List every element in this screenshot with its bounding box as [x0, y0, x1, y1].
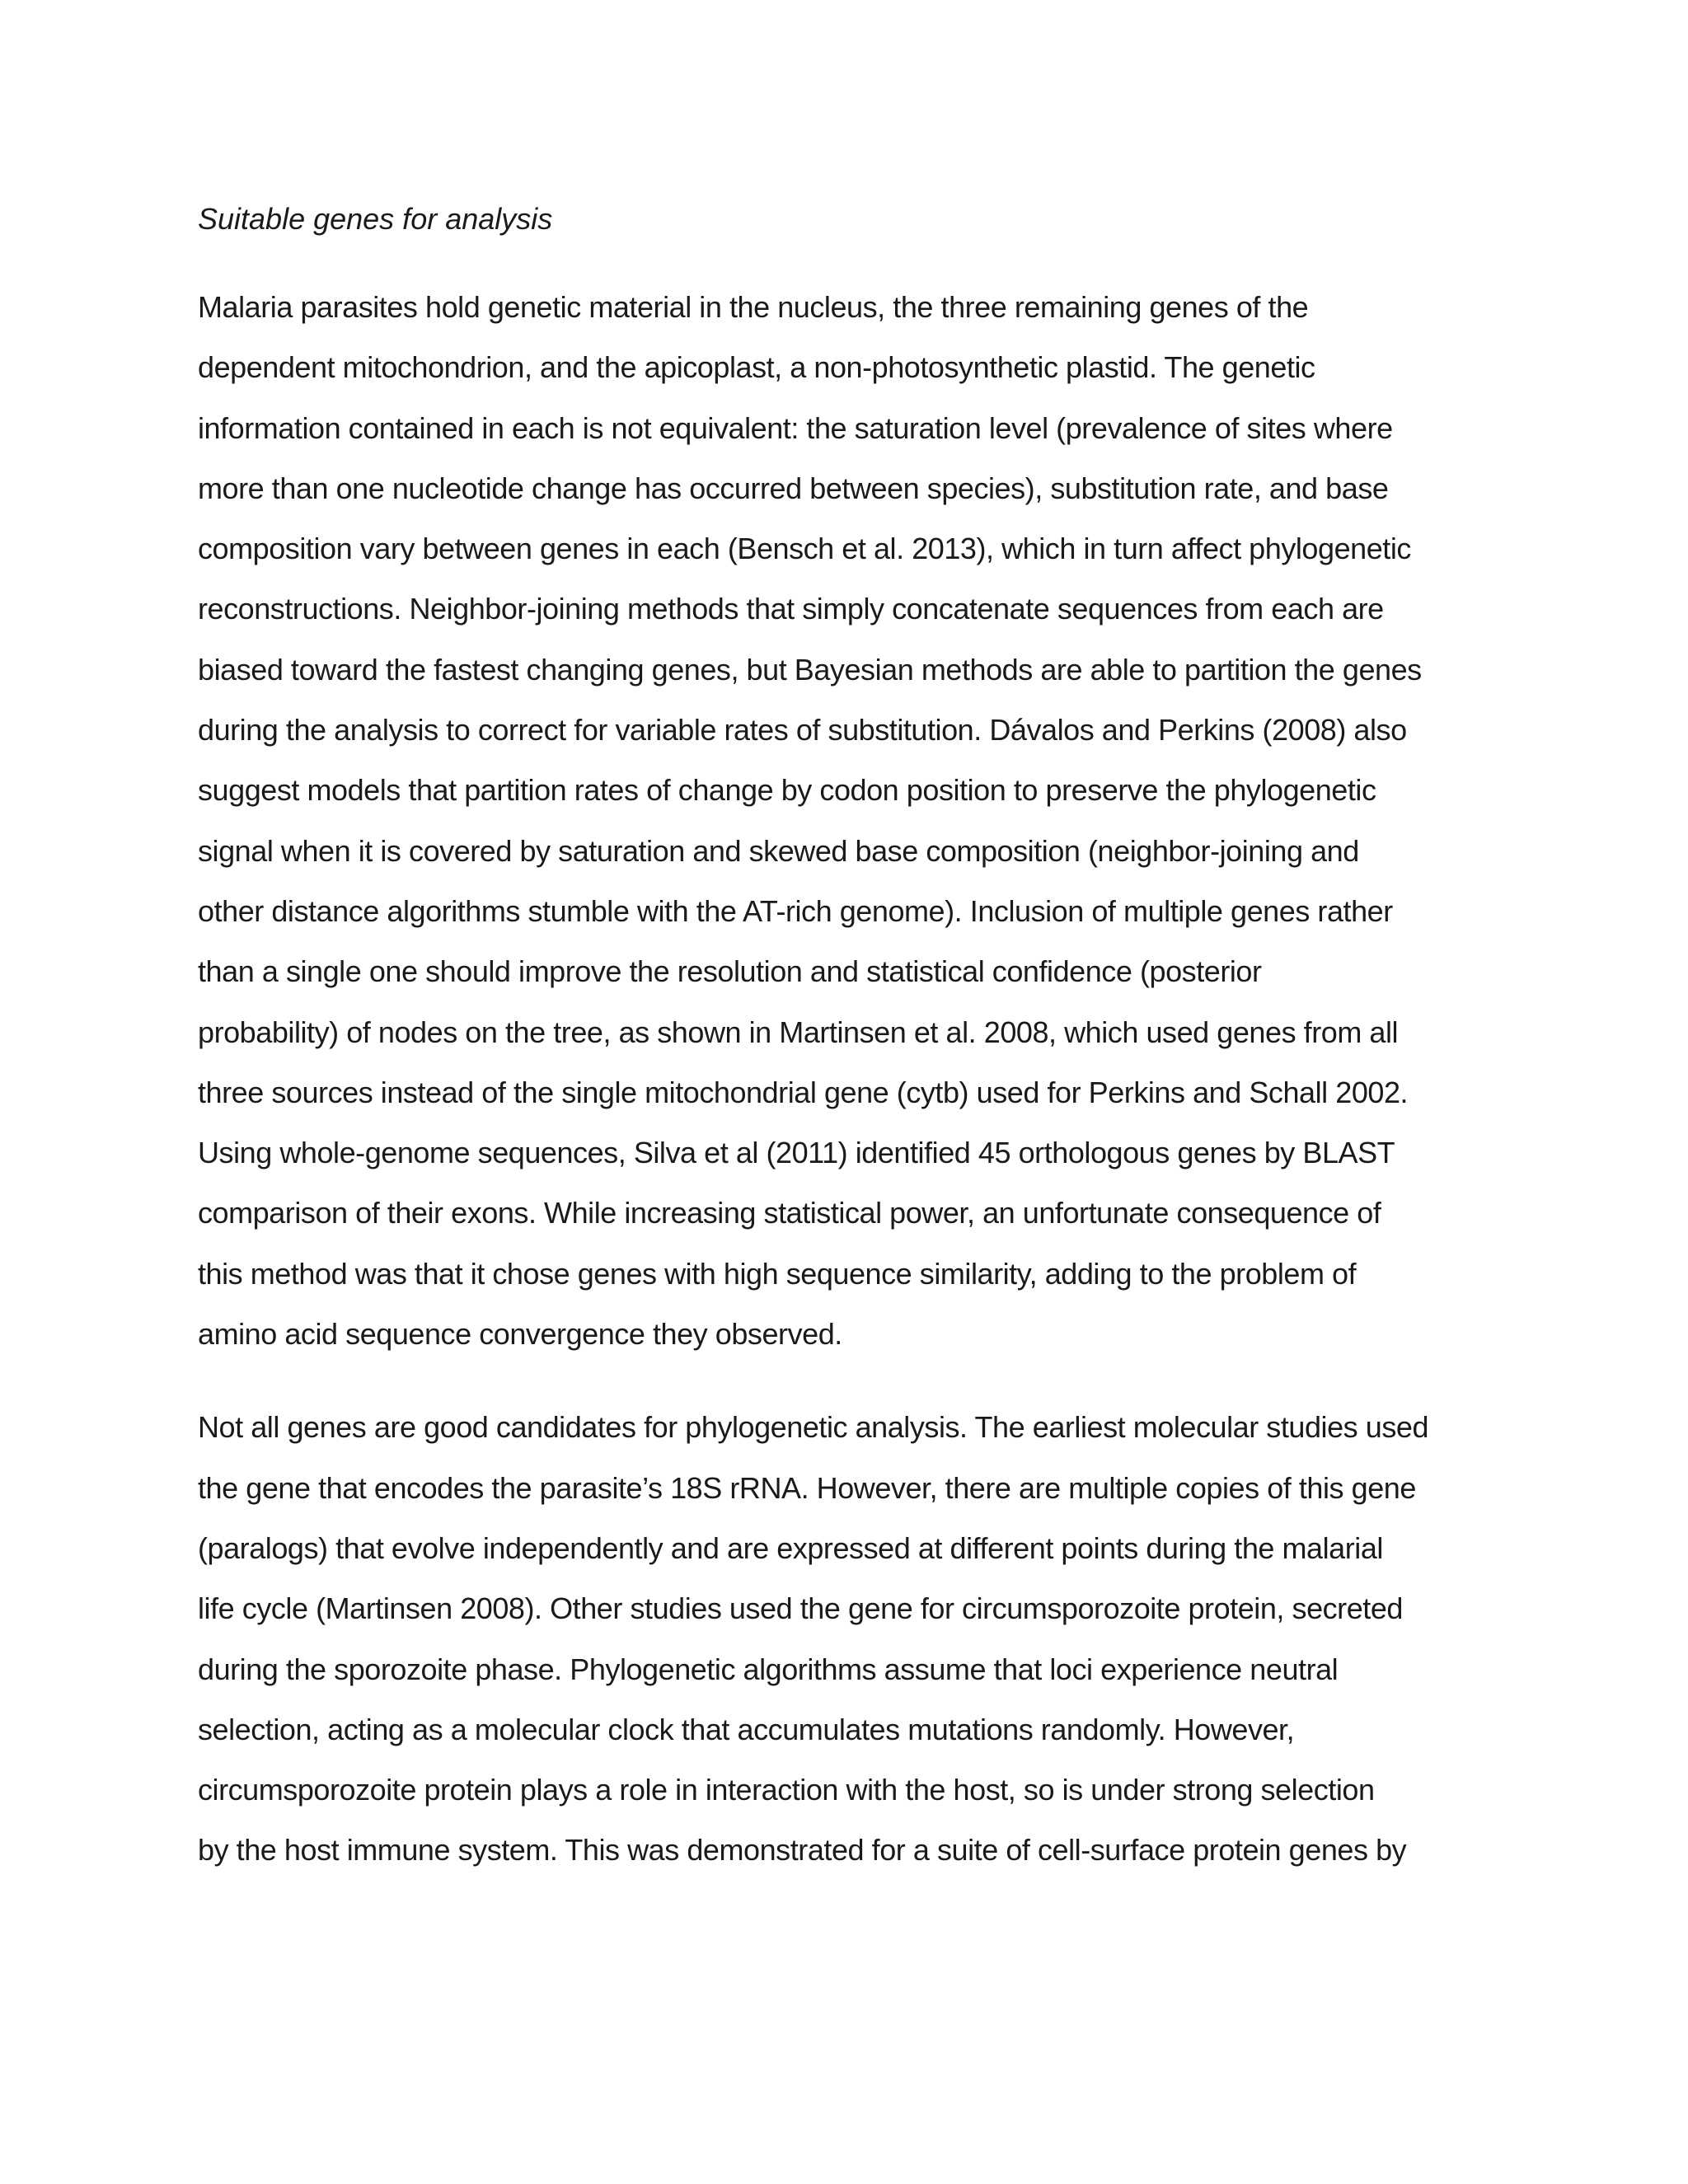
paragraph-container [198, 277, 1492, 1881]
text-line: comparison of their exons. While increasing statistical power, an unfortunate consequence of [198, 1196, 1381, 1230]
text-line: probability) of nodes on the tree, as shown in Martinsen et al. 2008, which used genes from all [198, 1015, 1399, 1049]
text-line: life cycle (Martinsen 2008). Other studies used the gene for circumsporozoite protein, secreted [198, 1591, 1403, 1626]
text-line: this method was that it chose genes with high sequence similarity, adding to the problem of [198, 1256, 1357, 1291]
text-line: Using whole-genome sequences, Silva et al (2011) identified 45 orthologous genes by BLAST [198, 1136, 1395, 1170]
paragraph-1 [198, 277, 1492, 1364]
text-line: Not all genes are good candidates for phylogenetic analysis. The earliest molecular studies used [198, 1410, 1429, 1445]
text-line: by the host immune system. This was demonstrated for a suite of cell-surface protein genes by [198, 1833, 1407, 1868]
text-line: reconstructions. Neighbor-joining methods that simply concatenate sequences from each are [198, 592, 1384, 626]
text-line: more than one nucleotide change has occurred between species), substitution rate, and base [198, 471, 1389, 505]
text-line: dependent mitochondrion, and the apicoplast, a non-photosynthetic plastid. The genetic [198, 350, 1315, 385]
text-line: suggest models that partition rates of change by codon position to preserve the phylogenetic [198, 773, 1376, 808]
section-heading: Suitable genes for analysis [198, 202, 553, 236]
text-line: during the sporozoite phase. Phylogenetic algorithms assume that loci experience neutral [198, 1652, 1339, 1686]
text-line: three sources instead of the single mitochondrial gene (cytb) used for Perkins and Schall 2002. [198, 1075, 1409, 1109]
document-body [198, 194, 1492, 1914]
text-line: (paralogs) that evolve independently and are expressed at different points during the malarial [198, 1530, 1383, 1565]
paragraph-2 [198, 1397, 1492, 1880]
text-line: other distance algorithms stumble with the AT-rich genome). Inclusion of multiple genes rather [198, 893, 1393, 928]
text-line: Malaria parasites hold genetic material in the nucleus, the three remaining genes of the [198, 290, 1309, 324]
text-line: the gene that encodes the parasite’s 18S rRNA. However, there are multiple copies of this gene [198, 1470, 1416, 1505]
text-line: than a single one should improve the resolution and statistical confidence (posterior [198, 954, 1262, 989]
text-line: information contained in each is not equivalent: the saturation level (prevalence of sites where [198, 410, 1393, 445]
text-line: amino acid sequence convergence they observed. [198, 1317, 842, 1352]
text-line: signal when it is covered by saturation and skewed base composition (neighbor-joining and [198, 833, 1359, 868]
text-line: composition vary between genes in each (Bensch et al. 2013), which in turn affect phylogenetic [198, 532, 1411, 566]
text-line: biased toward the fastest changing genes, but Bayesian methods are able to partition the genes [198, 652, 1422, 687]
text-line: selection, acting as a molecular clock that accumulates mutations randomly. However, [198, 1712, 1295, 1746]
text-line: circumsporozoite protein plays a role in interaction with the host, so is under strong selection [198, 1773, 1375, 1807]
text-line: during the analysis to correct for variable rates of substitution. Dávalos and Perkins (2008) also [198, 713, 1407, 748]
